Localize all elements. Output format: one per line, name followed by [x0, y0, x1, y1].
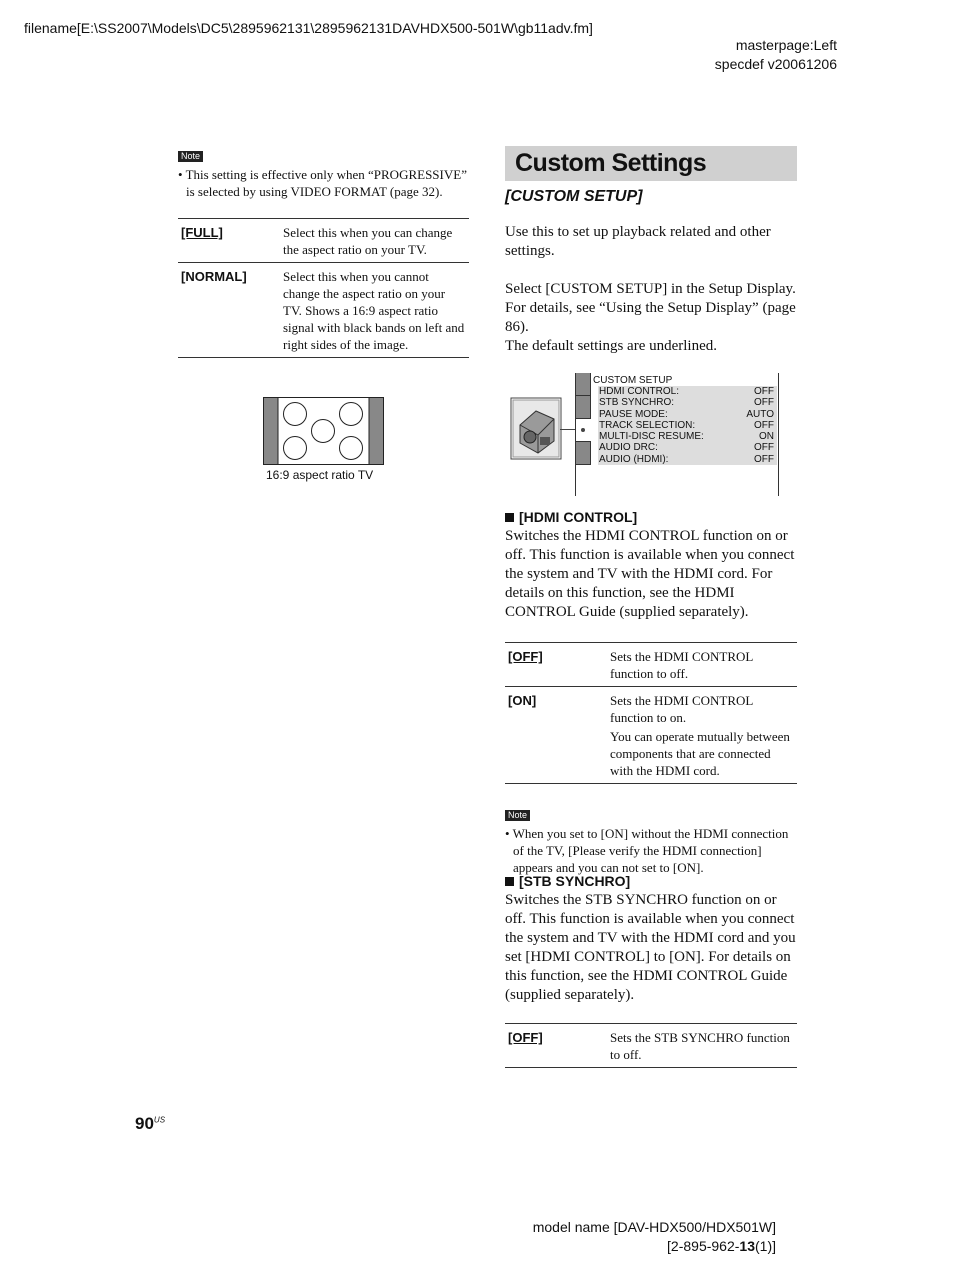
setup-display-illustration — [508, 373, 780, 496]
square-bullet-icon — [505, 877, 514, 886]
table-row — [178, 219, 469, 263]
stb-synchro-heading: [STB SYNCHRO] — [505, 873, 797, 889]
table-row — [178, 263, 469, 358]
note-badge: Note — [505, 810, 530, 821]
specdef-label: specdef v20061206 — [714, 56, 837, 72]
instruction-line: Select [CUSTOM SETUP] in the Setup Display. — [505, 281, 796, 297]
page-number: $90^{US}$ — [135, 1114, 166, 1133]
option-desc: Sets the HDMI CONTROL function to on. You can operate mutually between components that are connected with the HDMI cord. — [610, 693, 790, 778]
menu-item-audio-drc: AUDIO DRC: OFF — [599, 442, 774, 454]
masterpage-header — [715, 36, 837, 74]
option-key: [NORMAL] — [181, 269, 247, 284]
model-name: model name [DAV-HDX500/HDX501W] — [532, 1219, 776, 1235]
note-bullet: • This setting is effective only when “PROGRESSIVE” is selected by using VIDEO FORMAT (page 32). — [178, 167, 467, 199]
hdmi-control-section — [505, 509, 797, 876]
model-code: [2-895-962-13(1)] — [667, 1238, 776, 1254]
masterpage-label: masterpage:Left — [735, 37, 837, 53]
custom-setup-icon — [510, 397, 560, 459]
note-badge: Note — [178, 151, 203, 162]
note-text — [178, 166, 469, 200]
option-desc: Select this when you can change the aspect ratio on your TV. — [283, 225, 453, 257]
filename-header: filename[E:\SS2007\Models\DC5\2895962131\2895962131DAVHDX500-501W\gb11adv.fm] — [24, 20, 593, 36]
table-row — [505, 1024, 797, 1068]
menu-title: CUSTOM SETUP — [593, 375, 673, 386]
menu-item-stb-synchro: STB SYNCHRO: OFF — [599, 397, 774, 409]
model-footer — [533, 1218, 776, 1256]
square-bullet-icon — [505, 513, 514, 522]
tv-figure — [263, 397, 384, 465]
option-key: [OFF] — [508, 649, 543, 664]
hdmi-control-body: Switches the HDMI CONTROL function on or off. This function is available when you connect the system and TV with the HDMI cord. For details on this function, see the HDMI CONTROL Guide (supplied separately). — [505, 528, 795, 620]
left-column — [178, 146, 469, 358]
stb-synchro-body: Switches the STB SYNCHRO function on or off. This function is available when you connect the system and TV with the HDMI cord and you set [HDMI CONTROL] to [ON]. For details on this function, see the HDMI CONTROL Guide (supplied separately). — [505, 892, 796, 1003]
hdmi-options-table — [505, 642, 797, 784]
subtitle: [CUSTOM SETUP] — [505, 188, 643, 205]
table-row — [505, 687, 797, 784]
hdmi-note-text: • When you set to [ON] without the HDMI connection of the TV, [Please verify the HDMI connection] appears and you can not set to [ON]. — [505, 826, 789, 875]
option-desc: Sets the HDMI CONTROL function to off. — [610, 649, 753, 681]
option-desc: Sets the STB SYNCHRO function to off. — [610, 1030, 790, 1062]
menu-item-track-selection: TRACK SELECTION: OFF — [599, 419, 774, 431]
menu-item-list — [598, 386, 777, 465]
menu-tab-column — [575, 373, 591, 496]
tv-illustration — [263, 397, 384, 465]
hdmi-control-heading: [HDMI CONTROL] — [505, 509, 797, 525]
option-key: [ON] — [508, 693, 537, 708]
stb-synchro-section — [505, 873, 797, 1068]
menu-item-multi-disc-resume: MULTI-DISC RESUME: ON — [599, 431, 774, 443]
aspect-options-table — [178, 218, 469, 358]
stb-options-table — [505, 1023, 797, 1068]
option-desc: Select this when you cannot change the aspect ratio on your TV. Shows a 16:9 aspect ratio signal with black bands on left and right sides of the image. — [283, 269, 465, 352]
section-title: Custom Settings — [505, 146, 797, 181]
menu-item-audio-hdmi: AUDIO (HDMI): OFF — [599, 453, 774, 465]
figure-caption: 16:9 aspect ratio TV — [266, 468, 374, 482]
menu-item-pause-mode: PAUSE MODE: AUTO — [599, 408, 774, 420]
option-key: [FULL] — [181, 225, 223, 240]
right-column — [505, 146, 797, 356]
menu-item-hdmi-control: HDMI CONTROL: OFF — [599, 386, 774, 397]
option-key: [OFF] — [508, 1030, 543, 1045]
instruction-line: The default settings are underlined. — [505, 338, 718, 354]
table-row — [505, 643, 797, 687]
intro-paragraph: Use this to set up playback related and other settings. — [505, 224, 771, 259]
instructions-paragraph — [505, 280, 797, 356]
instruction-line: For details, see “Using the Setup Display” (page 86). — [505, 300, 796, 335]
